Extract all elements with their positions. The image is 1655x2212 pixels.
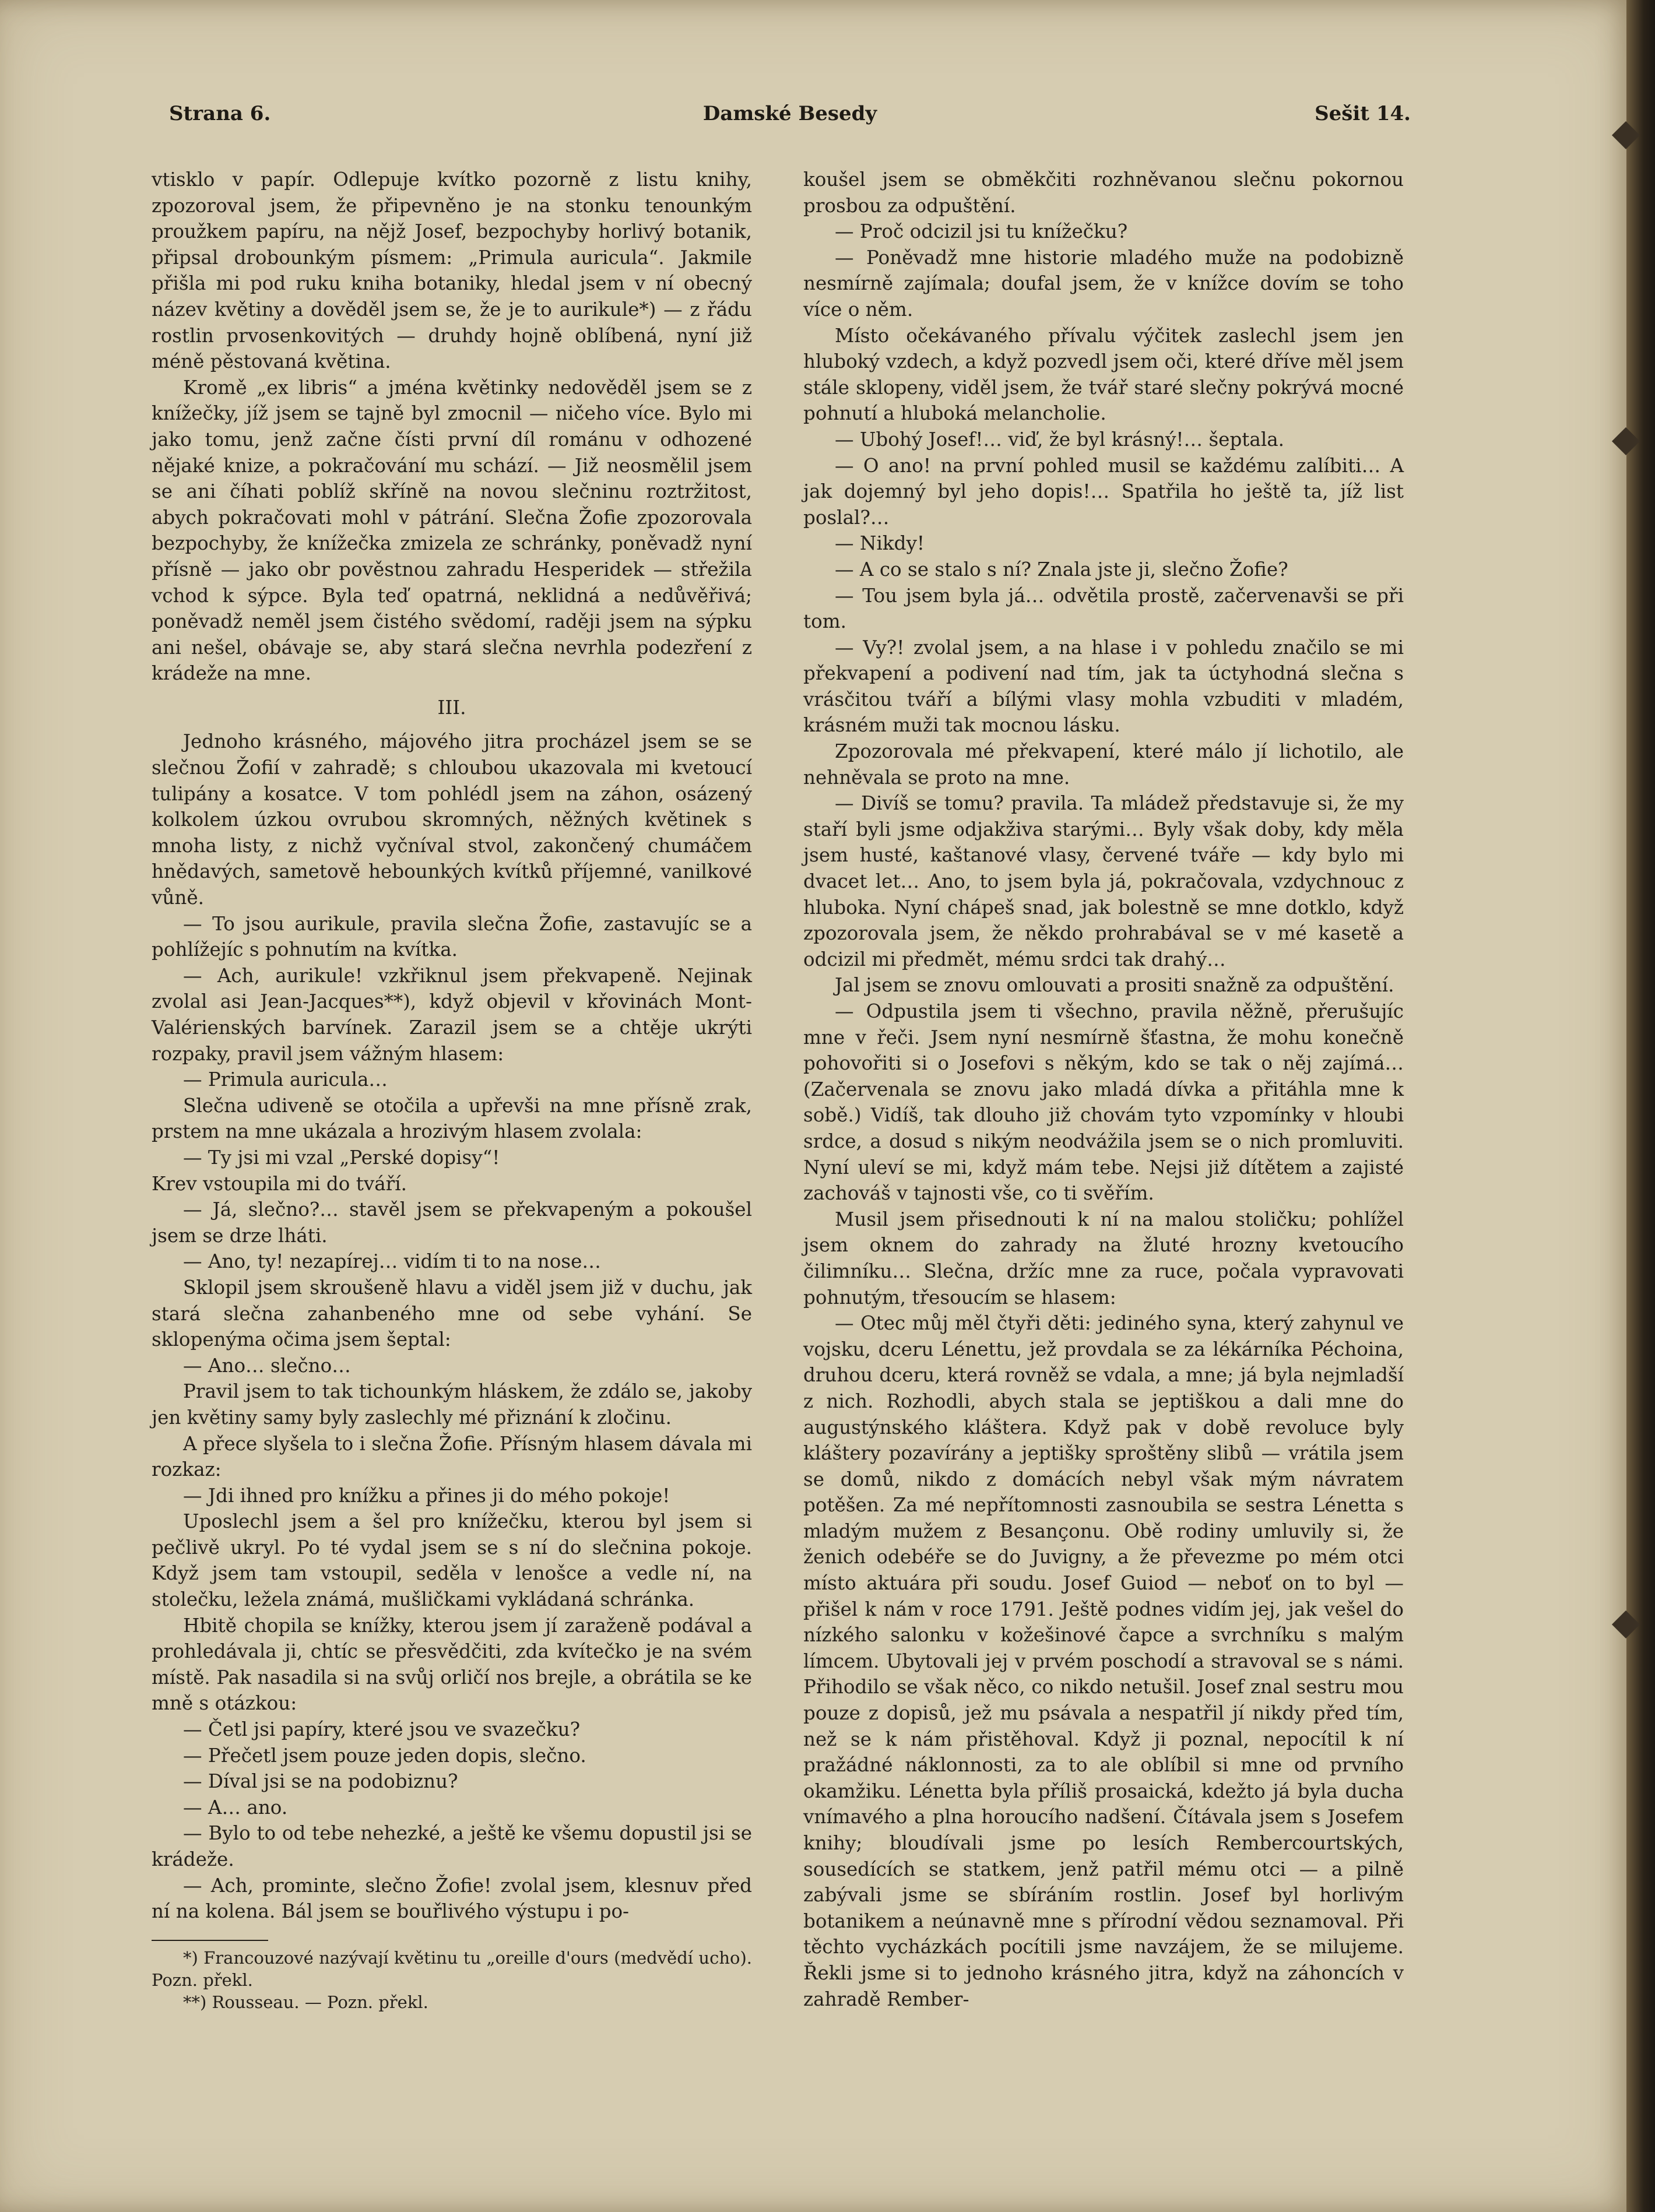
paragraph: Krev vstoupila mi do tváří. [152, 1172, 407, 1195]
paragraph: Kromě „ex libris“ a jména květinky nedověděl jsem se z knížečky, jíž jsem se tajně byl zmocnil — ničeho více. Bylo mi jako tomu, jenž začne čísti první díl románu v odhozené nějaké knize, a pokračování mu schází. — Již neosmělil jsem se ani číhati poblíž skříně na novou slečninu roztržitost, abych pokračovati mohl v pátrání. Slečna Žofie zpozorovala bezpochyby, že knížečka zmizela ze schránky, poněvadž nyní přísně — jako obr pověstnou zahradu Hesperidek — střežila vchod k sýpce. Byla teď opatrná, neklidná a nedůvěřivá; poněvadž neměl jsem čistého svědomí, raději jsem na sýpku ani nešel, obávaje se, aby stará slečna nevrhla podezření z krádeže na mne. [152, 376, 752, 685]
paragraph: Zpozorovala mé překvapení, které málo jí lichotilo, ale nehněvala se proto na mne. [803, 740, 1404, 789]
right-column [803, 167, 1404, 2012]
paragraph: — Ty jsi mi vzal „Perské dopisy“! [183, 1146, 500, 1169]
paragraph: — Poněvadž mne historie mladého muže na podobizně nesmírně zajímala; doufal jsem, že v knížce dovím se toho více o něm. [803, 246, 1404, 321]
paragraph: — Ubohý Josef!… viď, že byl krásný!… šeptala. [835, 428, 1285, 451]
paragraph: — Odpustila jsem ti všechno, pravila něžně, přerušujíc mne v řeči. Jsem nyní nesmírně šťastna, že mohu konečně pohovořiti si o Josefovi s někým, kdo se tak o něj zajímá… (Začervenala se znovu jako mladá dívka a přitáhla mne k sobě.) Vidíš, tak dlouho již chovám tyto vzpomínky v hloubi srdce, a dosud s nikým neodvážila jsem se o nich promluviti. Nyní uleví se mi, když mám tebe. Nejsi již dítětem a zajisté zachováš v tajnosti vše, co ti svěřím. [803, 1000, 1404, 1205]
paragraph: — Jdi ihned pro knížku a přines ji do mého pokoje! [183, 1484, 670, 1507]
paragraph: — Četl jsi papíry, které jsou ve svazečku? [183, 1718, 581, 1741]
paragraph: Musil jsem přisednouti k ní na malou stoličku; pohlížel jsem oknem do zahrady na žluté hrozny kvetoucího čilimníku… Slečna, držíc mne za ruce, počala vypravovati pohnutým, třesoucím se hlasem: [803, 1208, 1404, 1309]
page-number: Strana 6. [169, 102, 271, 125]
paragraph: — To jsou aurikule, pravila slečna Žofie, zastavujíc se a pohlížejíc s pohnutím na kvítka. [152, 912, 752, 961]
left-column [152, 167, 752, 2013]
issue-number: Sešit 14. [1315, 102, 1411, 125]
footnote-divider [152, 1940, 268, 1941]
magazine-title: Damské Besedy [702, 102, 877, 125]
paragraph: — Nikdy! [835, 532, 925, 555]
paragraph: — Ach, aurikule! vzkřiknul jsem překvapeně. Nejinak zvolal asi Jean-Jacques**), když objevil v křovinách Mont-Valérienských barvínek. Zarazil jsem se a chtěje ukrýti rozpaky, pravil jsem vážným hlasem: [152, 964, 752, 1065]
paragraph: Uposlechl jsem a šel pro knížečku, kterou byl jsem si pečlivě ukryl. Po té vydal jsem se s ní do slečnina pokoje. Když jsem tam vstoupil, seděla v lenošce a vedle ní, na stolečku, ležela známá, mušličkami vykládaná schránka. [152, 1510, 752, 1611]
paragraph: — O ano! na první pohled musil se každému zalíbiti… A jak dojemný byl jeho dopis!… Spatřila ho ještě ta, jíž list poslal?… [803, 454, 1404, 529]
paragraph: Místo očekávaného přívalu výčitek zaslechl jsem jen hluboký vzdech, a když pozvedl jsem oči, které dříve měl jsem stále sklopeny, viděl jsem, že tvář staré slečny pokrývá mocné pohnutí a hluboká melancholie. [803, 324, 1404, 425]
paragraph: — Díval jsi se na podobiznu? [183, 1770, 458, 1793]
binding-edge [1626, 0, 1655, 2212]
paragraph: — Vy?! zvolal jsem, a na hlase i v pohledu značilo se mi překvapení a podivení nad tím, jak ta úctyhodná slečna s vrásčitou tváří a bílými vlasy mohla vzbuditi v mladém, krásném muži tak mocnou lásku. [803, 636, 1404, 737]
paragraph: — Ach, prominte, slečno Žofie! zvolal jsem, klesnuv před ní na kolena. Bál jsem se bouřlivého výstupu i po- [152, 1874, 752, 1923]
paragraph: — Proč odcizil jsi tu knížečku? [835, 220, 1128, 243]
paragraph: — Přečetl jsem pouze jeden dopis, slečno. [183, 1744, 586, 1767]
paragraph: Jednoho krásného, májového jitra procházel jsem se se slečnou Žofií v zahradě; s chloubou ukazovala mi kvetoucí tulipány a kosatce. V tom pohlédl jsem na záhon, osázený kolkolem úzkou ovrubou skromných, něžných květinek s mnoha listy, z nichž vyčníval stvol, zakončený chumáčem hnědavých, sametově hebounkých kvítků příjemné, vanilkové vůně. [152, 730, 752, 909]
footnote: **) Rousseau. — Pozn. překl. [183, 1992, 428, 2012]
paragraph: Sklopil jsem skroušeně hlavu a viděl jsem již v duchu, jak stará slečna zahanbeného mne od sebe vyhání. Se sklopenýma očima jsem šeptal: [152, 1276, 752, 1351]
paragraph: — Tou jsem byla já… odvětila prostě, začervenavši se při tom. [803, 584, 1404, 633]
paragraph: — Ano… slečno… [183, 1354, 351, 1377]
paragraph: Slečna udiveně se otočila a upřevši na mne přísně zrak, prstem na mne ukázala a hrozivým hlasem zvolala: [152, 1094, 752, 1143]
paragraph: — Divíš se tomu? pravila. Ta mládež představuje si, že my staří byli jsme odjakživa starými… Byly však doby, kdy měla jsem husté, kaštanové vlasy, červené tváře — kdy bylo mi dvacet let… Ano, to jsem byla já, pokračovala, vzdychnouc z hluboka. Nyní chápeš snad, jak bolestně se mne dotklo, když zpozorovala jsem, že někdo prohrabával se v mé kasetě a odcizil mi předmět, mému srdci tak drahý… [803, 792, 1404, 970]
paragraph: vtisklo v papír. Odlepuje kvítko pozorně z listu knihy, zpozoroval jsem, že připevněno je na stonku tenounkým proužkem papíru, na nějž Josef, bezpochyby horlivý botanik, připsal drobounkým písmem: „Primula auricula“. Jakmile přišla mi pod ruku kniha botaniky, hledal jsem v ní obecný název květiny a dověděl jsem se, že je to aurikule*) — z řádu rostlin prvosenkovitých — druhdy hojně oblíbená, nyní již méně pěstovaná květina. [152, 168, 752, 373]
paragraph: — Otec můj měl čtyři děti: jediného syna, který zahynul ve vojsku, dceru Lénettu, jež provdala se za lékárníka Péchoina, druhou dceru, která rovněž se vdala, a mne; já byla nejmladší z nich. Rozhodli, abych stala se jeptiškou a dali mne do augustýnského kláštera. Když pak v době revoluce byly kláštery pozavírány a jeptišky sproštěny slibů — vrátila jsem se domů, nikdo z domácích nebyl však mým návratem potěšen. Za mé nepřítomnosti zasnoubila se sestra Lénetta s mladým mužem z Besançonu. Obě rodiny umluvily si, že ženich odebéře se do Juvigny, a že převezme po mém otci místo aktuára při soudu. Josef Guiod — neboť on to byl — přišel k nám v roce 1791. Ještě podnes vidím jej, jak vešel do nízkého salonku v kožešinové čapce a svrchníku s malým límcem. Ubytovali jej v prvém poschodí a stravoval se s námi. Přihodilo se však něco, co nikdo netušil. Josef znal sestru mou pouze z dopisů, jež mu psávala a nespatřil jí nikdy před tím, než se k nám přistěhoval. Když ji poznal, nepocítil k ní pražádné náklonnosti, za to ale oblíbil si mne od prvního okamžiku. Lénetta byla příliš prosaická, kdežto já byla ducha vnímavého a plna horoucího nadšení. Čítávala jsem s Josefem knihy; bloudívali jsme po lesích Rembercourtských, sousedících se statkem, jenž patřil mému otci — a pilně zabývali jsme se sbíráním rostlin. Josef byl horlivým botanikem a neúnavně mne s přírodní vědou seznamoval. Při těchto vycházkách pocítili jsme navzájem, že se milujeme. Řekli jsme si to jednoho krásného jitra, když na záhoncích v zahradě Rember- [803, 1312, 1404, 2010]
paragraph: Pravil jsem to tak tichounkým hláskem, že zdálo se, jakoby jen květiny samy byly zaslechly mé přiznání k zločinu. [152, 1380, 752, 1429]
paragraph: — Bylo to od tebe nehezké, a ještě ke všemu dopustil jsi se krádeže. [152, 1822, 752, 1870]
paragraph: — Já, slečno?… stavěl jsem se překvapeným a pokoušel jsem se drze lháti. [152, 1198, 752, 1247]
running-header [169, 102, 1411, 137]
paragraph: — A… ano. [183, 1796, 288, 1819]
paragraph: koušel jsem se obměkčiti rozhněvanou slečnu pokornou prosbou za odpuštění. [803, 168, 1404, 217]
footnote: *) Francouzové nazývají květinu tu „oreille d'ours (medvědí ucho). Pozn. překl. [152, 1947, 752, 1990]
paragraph: Hbitě chopila se knížky, kterou jsem jí zaraženě podával a prohledávala ji, chtíc se přesvědčiti, zda kvítečko je na svém místě. Pak nasadila si na svůj orličí nos brejle, a obrátila se ke mně s otázkou: [152, 1614, 752, 1715]
paragraph: Jal jsem se znovu omlouvati a prositi snažně za odpuštění. [835, 974, 1394, 997]
paragraph: — Ano, ty! nezapírej… vidím ti to na nose… [183, 1250, 601, 1273]
paragraph: — Primula auricula… [183, 1068, 388, 1091]
chapter-heading: III. [437, 696, 466, 719]
paragraph: A přece slyšela to i slečna Žofie. Přísným hlasem dávala mi rozkaz: [152, 1432, 752, 1481]
paragraph: — A co se stalo s ní? Znala jste ji, slečno Žofie? [835, 558, 1288, 581]
